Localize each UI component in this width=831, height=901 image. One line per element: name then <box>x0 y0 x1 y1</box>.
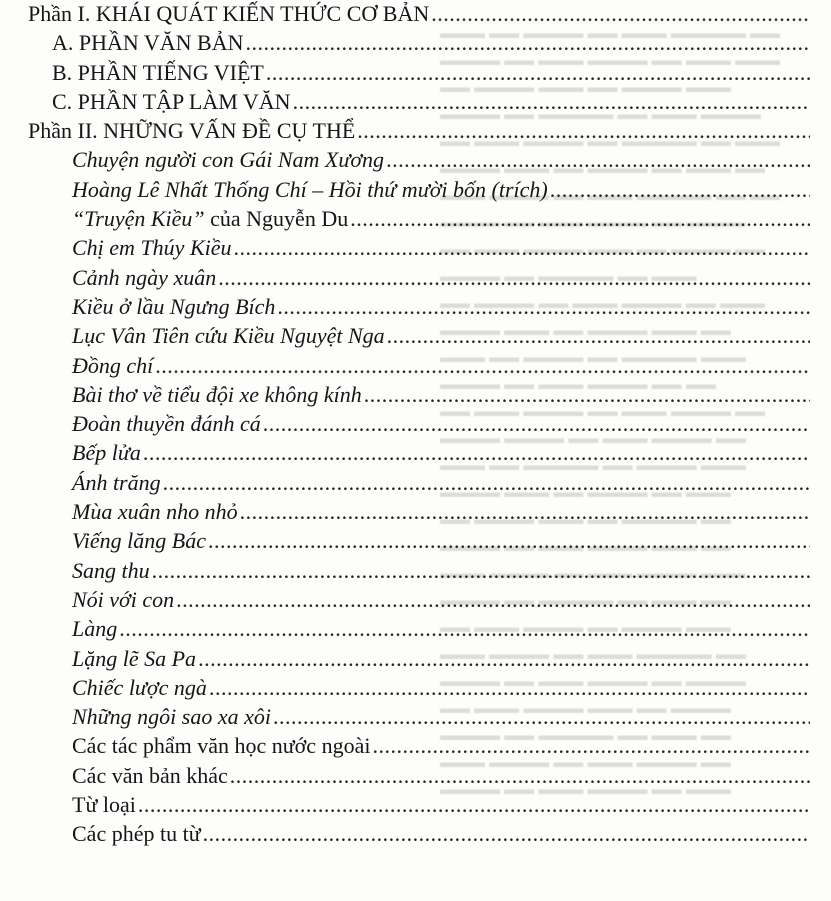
toc-dot-leader <box>234 233 811 262</box>
page-show-through: ▬▬▬ ▬▬ ▬▬▬▬ ▬▬ ▬▬▬ ▬▬▬▬▬ ▬▬ ▬▬▬▬ ▬▬ ▬▬▬ ▬▬▬▬ ▬▬ ▬▬▬ ▬▬▬ ▬▬ ▬▬▬▬ ▬▬▬ ▬▬ ▬▬▬▬ ▬▬▬ ▬▬▬▬ ▬▬ ▬▬▬▬▬ ▬▬ ▬▬▬ ▬▬▬▬ ▬▬ ▬▬▬ ▬▬▬▬ ▬▬ ▬▬▬▬▬ ▬▬ ▬▬▬ ▬▬▬▬ ▬▬▬ ▬▬ ▬▬▬▬ ▬▬ ▬▬▬ ▬▬ ▬▬▬ ▬▬▬▬ ▬▬ ▬▬▬ ▬▬▬▬▬ ▬▬ ▬▬ ▬▬▬▬ ▬▬ ▬▬▬ ▬▬▬▬ ▬▬ ▬▬▬▬ ▬▬ ▬▬▬ ▬▬▬▬ ▬▬▬ ▬▬ ▬▬▬▬ ▬▬ ▬▬▬▬ ▬▬ ▬▬▬▬▬ ▬▬ ▬▬▬ ▬▬ ▬▬▬▬ ▬▬ ▬▬▬ ▬▬▬▬ ▬▬ ▬▬▬ ▬▬▬▬ ▬▬▬ ▬▬ ▬▬▬▬ ▬▬▬ ▬▬ ▬▬▬ ▬▬ ▬▬▬▬ ▬▬ ▬▬▬▬▬ ▬▬▬ ▬▬▬▬ ▬▬ ▬▬▬ ▬▬▬▬ ▬▬ ▬▬ ▬▬ ▬▬▬ ▬▬▬▬ ▬▬ ▬▬▬ ▬▬▬▬ ▬▬ ▬▬▬▬ ▬▬▬▬ ▬▬ ▬▬▬ ▬▬▬▬ ▬▬ ▬▬▬ ▬▬ ▬▬▬▬▬ ▬▬ ▬▬▬▬ ▬▬▬ ▬▬▬▬ ▬▬▬ ▬▬ ▬▬▬▬ ▬▬ ▬▬▬ ▬▬ ▬▬▬▬ ▬▬▬ ▬▬ ▬▬▬▬▬ ▬▬ ▬▬▬▬ ▬▬ ▬▬▬ ▬▬▬▬ ▬▬▬ ▬▬ ▬▬▬ ▬▬▬▬ ▬▬ ▬▬▬ ▬▬▬▬ ▬▬▬ ▬▬▬▬ ▬▬ ▬▬▬▬▬ ▬▬ ▬▬▬ ▬▬ ▬▬ ▬▬▬ ▬▬▬▬ ▬▬ ▬▬▬▬ ▬▬▬ ▬▬▬ ▬▬▬▬ ▬▬ ▬▬▬ ▬▬▬▬▬ ▬▬ ▬▬▬▬ ▬▬ ▬▬▬ ▬▬▬▬ ▬▬ ▬▬▬▬ ▬▬ ▬▬▬ ▬▬▬▬ ▬▬▬ ▬▬ ▬▬▬▬ ▬▬▬▬ ▬▬ ▬▬▬▬▬ ▬▬ ▬▬▬ ▬▬ ▬▬▬ ▬▬▬▬ ▬▬ ▬▬▬ ▬▬▬▬ ▬▬ ▬▬▬▬ ▬▬ ▬▬▬ ▬▬▬▬ ▬▬ ▬▬▬ <box>440 25 781 798</box>
toc-dot-leader <box>198 644 810 673</box>
toc-entry-title: Kiều ở lầu Ngưng Bích <box>72 293 276 319</box>
toc-entry-title: Các tác phẩm văn học nước ngoài <box>72 733 371 759</box>
toc-dot-leader <box>152 556 810 585</box>
toc-entry[interactable] <box>28 819 810 848</box>
toc-entry-title: Phần II. NHỮNG VẤN ĐỀ CỤ THỂ <box>28 118 356 144</box>
toc-entry[interactable] <box>28 614 810 643</box>
toc-entry-title: Làng <box>72 616 118 642</box>
toc-entry[interactable] <box>28 644 810 673</box>
toc-dot-leader <box>350 204 810 233</box>
toc-dot-leader <box>143 438 810 467</box>
toc-entry-title: A. PHẦN VĂN BẢN <box>52 30 244 56</box>
toc-entry[interactable] <box>28 145 810 174</box>
toc-entry[interactable] <box>28 292 810 321</box>
toc-entry-title: Các văn bản khác <box>72 762 228 788</box>
toc-entry[interactable] <box>28 468 810 497</box>
toc-entry-title: Chuyện người con Gái Nam Xương <box>72 147 385 173</box>
toc-entry[interactable] <box>28 175 810 204</box>
toc-entry-title: Các phép tu từ <box>72 821 201 847</box>
toc-entry[interactable] <box>28 731 810 760</box>
toc-dot-leader <box>240 497 810 526</box>
table-of-contents <box>28 0 810 849</box>
toc-entry[interactable] <box>28 351 810 380</box>
toc-entry[interactable] <box>28 204 810 233</box>
toc-entry[interactable] <box>28 497 810 526</box>
toc-entry[interactable] <box>28 761 810 790</box>
toc-entry-title: B. PHẦN TIẾNG VIỆT <box>52 59 264 85</box>
toc-entry-title: Phần I. KHÁI QUÁT KIẾN THỨC CƠ BẢN <box>28 1 430 26</box>
toc-entry-title-italic: “Truyện Kiều” <box>72 206 205 232</box>
toc-dot-leader <box>357 116 810 145</box>
toc-entry[interactable] <box>28 790 810 819</box>
toc-dot-leader <box>209 673 810 702</box>
toc-entry[interactable] <box>28 673 810 702</box>
toc-dot-leader <box>155 351 810 380</box>
toc-dot-leader <box>176 585 810 614</box>
toc-entry[interactable] <box>28 263 810 292</box>
toc-entry[interactable] <box>28 526 810 555</box>
toc-dot-leader <box>163 468 810 497</box>
toc-entry-title: Chị em Thúy Kiều <box>72 235 232 261</box>
toc-entry-title: Viếng lăng Bác <box>72 528 206 554</box>
toc-entry-title: Từ loại <box>72 792 136 818</box>
toc-entry[interactable] <box>28 438 810 467</box>
toc-entry-title: Chiếc lược ngà <box>72 674 207 700</box>
toc-entry[interactable] <box>28 380 810 409</box>
toc-dot-leader <box>293 87 810 116</box>
toc-entry-title: Bài thơ về tiểu đội xe không kính <box>72 381 362 407</box>
toc-dot-leader <box>273 702 810 731</box>
toc-subsection[interactable] <box>28 58 810 87</box>
toc-dot-leader <box>208 526 810 555</box>
toc-dot-leader <box>230 761 810 790</box>
toc-entry[interactable] <box>28 233 810 262</box>
toc-entry-title: Lục Vân Tiên cứu Kiều Nguyệt Nga <box>72 323 385 349</box>
toc-entry[interactable] <box>28 321 810 350</box>
toc-dot-leader <box>386 145 810 174</box>
toc-entry-title-rest: của Nguyễn Du <box>204 206 349 232</box>
toc-dot-leader <box>364 380 810 409</box>
toc-dot-leader <box>550 175 810 204</box>
toc-dot-leader <box>387 321 810 350</box>
toc-entry[interactable] <box>28 409 810 438</box>
toc-subsection[interactable] <box>28 87 810 116</box>
toc-dot-leader <box>246 28 810 57</box>
toc-entry-title: Sang thu <box>72 557 150 583</box>
toc-subsection[interactable] <box>28 28 810 57</box>
toc-dot-leader <box>263 409 810 438</box>
toc-entry-title: Mùa xuân nho nhỏ <box>72 499 238 525</box>
toc-entry-title: Đoàn thuyền đánh cá <box>72 411 261 437</box>
toc-entry-title: Hoàng Lê Nhất Thống Chí – Hồi thứ mười bốn (trích) <box>72 176 548 202</box>
toc-entry-title: Bếp lửa <box>72 440 141 466</box>
toc-entry-title: Đồng chí <box>72 352 154 378</box>
toc-entry[interactable] <box>28 702 810 731</box>
toc-dot-leader <box>203 819 810 848</box>
toc-entry-title: C. PHẦN TẬP LÀM VĂN <box>52 88 291 114</box>
toc-entry-title: Những ngôi sao xa xôi <box>72 704 271 730</box>
toc-section-heading[interactable] <box>28 116 810 145</box>
toc-entry-title: Lặng lẽ Sa Pa <box>72 645 197 671</box>
toc-entry-title <box>72 204 350 233</box>
toc-entry-title: Cảnh ngày xuân <box>72 264 217 290</box>
toc-dot-leader <box>119 614 810 643</box>
toc-dot-leader <box>218 263 810 292</box>
toc-entry[interactable] <box>28 556 810 585</box>
toc-dot-leader <box>277 292 810 321</box>
toc-entry[interactable] <box>28 585 810 614</box>
toc-section-heading[interactable] <box>28 0 810 28</box>
toc-entry-title: Ánh trăng <box>72 469 161 495</box>
toc-dot-leader <box>431 0 810 28</box>
toc-entry-title: Nói với con <box>72 586 175 612</box>
toc-dot-leader <box>266 58 810 87</box>
toc-dot-leader <box>138 790 810 819</box>
toc-dot-leader <box>372 731 810 760</box>
